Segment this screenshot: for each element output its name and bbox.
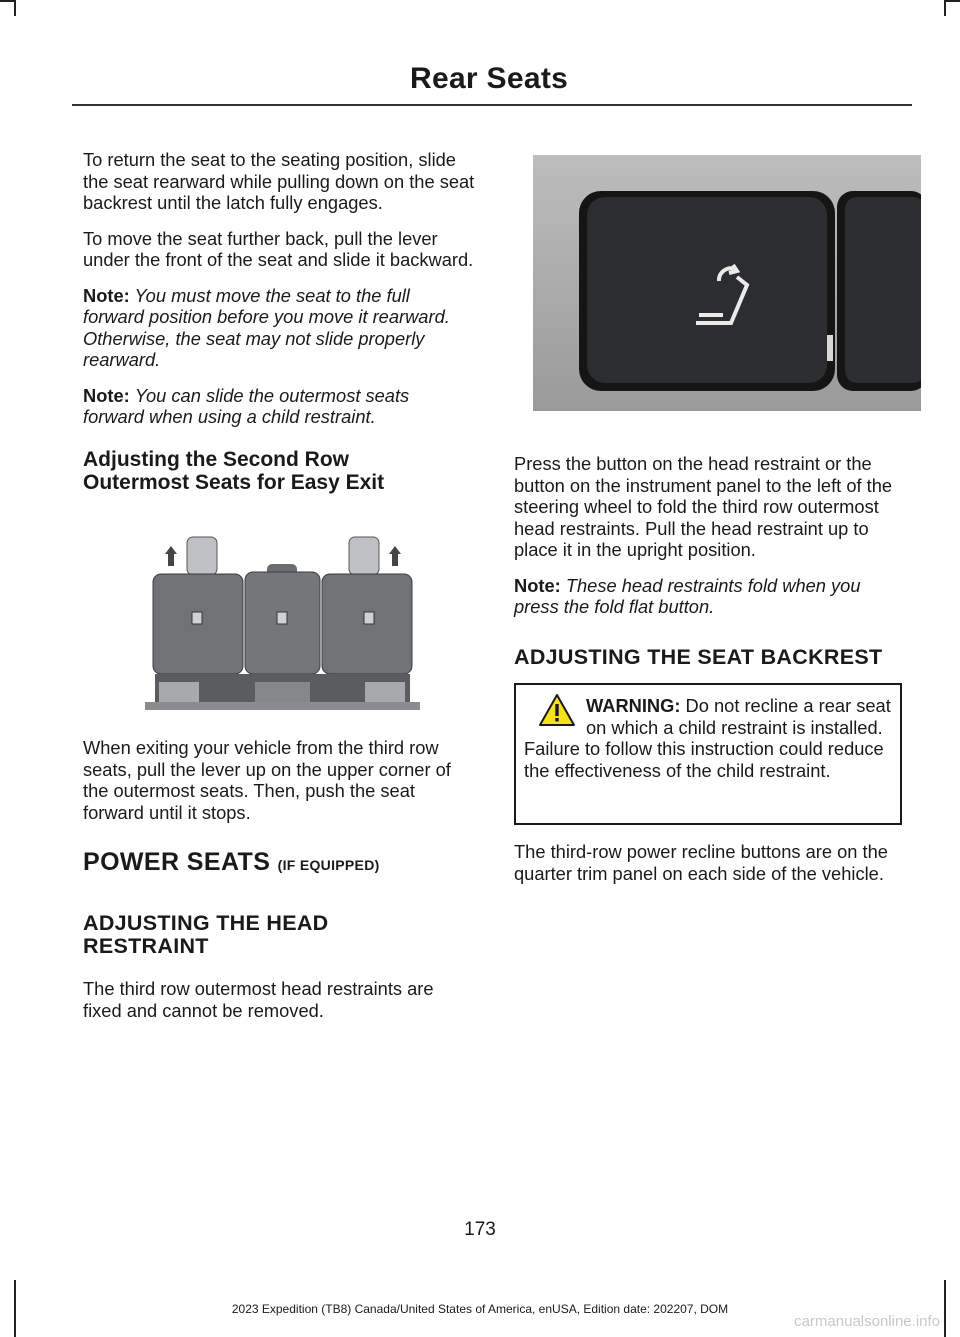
section-heading: Adjusting the Second Row Outermost Seats for Easy Exit: [83, 447, 385, 494]
crop-mark: [0, 0, 14, 2]
power-seats-suffix: (IF EQUIPPED): [277, 857, 380, 873]
paragraph: To move the seat further back, pull the lever under the front of the seat and slide it backward.: [83, 227, 474, 270]
warning-label: WARNING:: [586, 695, 681, 716]
note-text: These head restraints fold when you press the fold flat button.: [514, 574, 861, 617]
right-column-lower: [514, 841, 906, 898]
watermark: carmanualsonline.info: [794, 1313, 940, 1330]
warning-box: [514, 683, 902, 825]
paragraph: To return the seat to the seating position, slide the seat rearward while pulling down on the seat backrest until the latch fully engages.: [83, 149, 475, 213]
rear-seats-figure: [145, 532, 420, 722]
section-heading: ADJUSTING THE SEAT BACKREST: [514, 644, 883, 669]
power-seats-title: POWER SEATS: [83, 848, 271, 876]
note-text: You must move the seat to the full forward position before you move it rearward. Otherwise, the seat may not slide properly rearward.: [83, 284, 450, 370]
paragraph: Press the button on the head restraint or the button on the instrument panel to the left of the steering wheel to fold the third row outermost head restraints. Pull the head restraint up to place it in the upright position.: [514, 453, 893, 560]
note: [83, 385, 475, 428]
paragraph: The third-row power recline buttons are on the quarter trim panel on each side of the vehicle.: [514, 841, 888, 884]
note-label: Note:: [83, 384, 130, 406]
note-label: Note:: [83, 284, 130, 306]
note-text: You can slide the outermost seats forward when using a child restraint.: [83, 384, 410, 427]
right-column: [514, 453, 906, 669]
page-number: 173: [464, 1219, 496, 1240]
warning-triangle-icon: [538, 693, 576, 727]
note: [514, 575, 906, 618]
footer-text: 2023 Expedition (TB8) Canada/United States of America, enUSA, Edition date: 202207, DOM: [231, 1302, 729, 1316]
page-title: Rear Seats: [410, 62, 569, 95]
warning-text: Do not recline a rear seat on which a child restraint is installed. Failure to follow this instruction could reduce the effectiveness of the child restraint.: [524, 695, 891, 781]
fold-button-figure: [533, 155, 921, 411]
crop-mark: [944, 0, 946, 16]
header-rule: [72, 104, 912, 106]
note-label: Note:: [514, 574, 561, 596]
paragraph: When exiting your vehicle from the third row seats, pull the lever up on the upper corner of the outermost seats. Then, push the seat forward until it stops.: [83, 737, 451, 823]
left-column: [83, 149, 475, 494]
section-heading: [83, 849, 475, 878]
section-heading: ADJUSTING THE HEAD RESTRAINT: [83, 911, 329, 958]
crop-mark: [14, 0, 16, 16]
note: [83, 285, 475, 371]
left-column-lower: [83, 737, 475, 1035]
crop-mark: [946, 0, 960, 2]
paragraph: The third row outermost head restraints are fixed and cannot be removed.: [83, 978, 434, 1021]
